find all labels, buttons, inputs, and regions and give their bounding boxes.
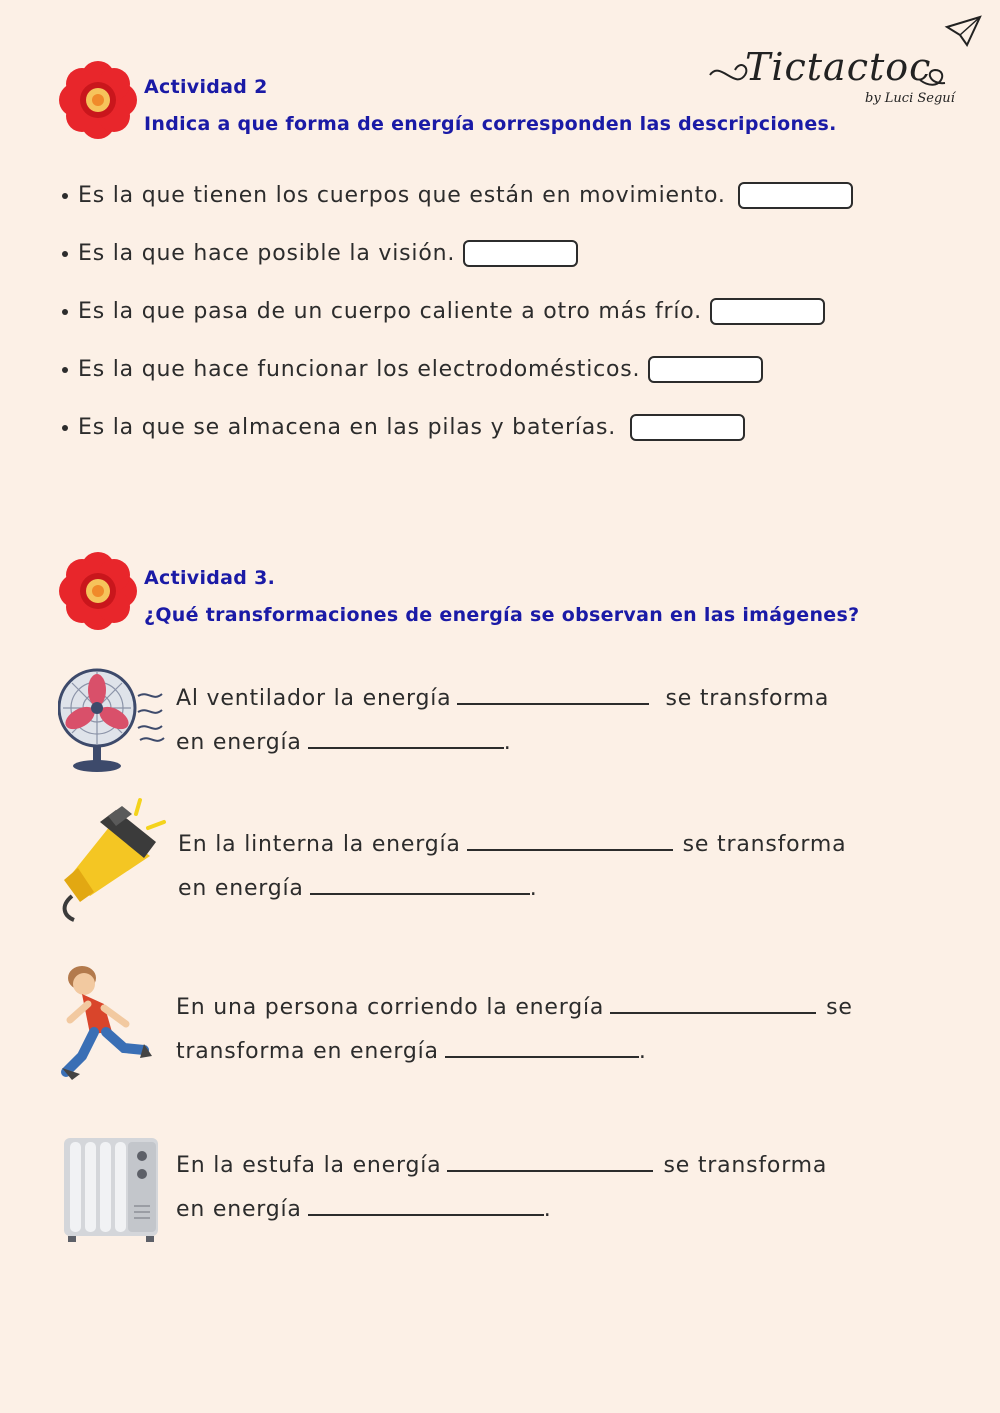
running-person-icon bbox=[60, 964, 160, 1086]
heater-icon bbox=[62, 1136, 160, 1248]
answer-box[interactable] bbox=[463, 240, 578, 267]
question-text: en energía bbox=[176, 730, 302, 755]
question-text: se transforma bbox=[682, 832, 847, 857]
answer-blank[interactable] bbox=[308, 729, 504, 749]
question-text: En la linterna la energía bbox=[178, 832, 461, 857]
answer-box[interactable] bbox=[710, 298, 825, 325]
list-item bbox=[62, 298, 825, 325]
activity2-title: Actividad 2 bbox=[144, 76, 268, 98]
question-line bbox=[176, 994, 853, 1020]
answer-blank[interactable] bbox=[610, 994, 816, 1014]
punctuation: . bbox=[543, 1197, 552, 1222]
answer-blank[interactable] bbox=[445, 1038, 639, 1058]
list-item bbox=[62, 414, 745, 441]
answer-blank[interactable] bbox=[467, 831, 673, 851]
logo-title: Tictactoc bbox=[745, 45, 932, 89]
punctuation: . bbox=[638, 1039, 647, 1064]
question-text: En la estufa la energía bbox=[176, 1153, 442, 1178]
question-line bbox=[178, 875, 538, 901]
answer-blank[interactable] bbox=[457, 685, 649, 705]
item-text: Es la que tienen los cuerpos que están en movimiento. bbox=[78, 183, 726, 208]
question-line bbox=[178, 831, 846, 857]
item-text: Es la que pasa de un cuerpo caliente a otro más frío. bbox=[78, 299, 702, 324]
question-text: Al ventilador la energía bbox=[176, 686, 452, 711]
question-text: se bbox=[826, 995, 853, 1020]
item-text: Es la que hace posible la visión. bbox=[78, 241, 456, 266]
flashlight-icon bbox=[60, 796, 170, 930]
flower-icon bbox=[58, 551, 138, 635]
question-text: en energía bbox=[178, 876, 304, 901]
list-item bbox=[62, 182, 853, 209]
bullet bbox=[62, 367, 68, 373]
answer-blank[interactable] bbox=[308, 1196, 544, 1216]
item-text: Es la que se almacena en las pilas y baterías. bbox=[78, 415, 617, 440]
question-line bbox=[176, 1152, 827, 1178]
punctuation: . bbox=[529, 876, 538, 901]
question-line bbox=[176, 1038, 647, 1064]
answer-blank[interactable] bbox=[447, 1152, 653, 1172]
activity3-instruction: ¿Qué transformaciones de energía se observan en las imágenes? bbox=[144, 604, 860, 626]
fan-icon bbox=[58, 668, 168, 780]
list-item bbox=[62, 356, 763, 383]
flower-icon bbox=[58, 60, 138, 144]
question-text: transforma en energía bbox=[176, 1039, 439, 1064]
answer-blank[interactable] bbox=[310, 875, 530, 895]
activity2-instruction: Indica a que forma de energía corresponden las descripciones. bbox=[144, 113, 837, 135]
question-line bbox=[176, 1196, 552, 1222]
item-text: Es la que hace funcionar los electrodomésticos. bbox=[78, 357, 641, 382]
question-text: se transforma bbox=[665, 686, 830, 711]
answer-box[interactable] bbox=[648, 356, 763, 383]
list-item bbox=[62, 240, 578, 267]
question-line bbox=[176, 685, 829, 711]
bullet bbox=[62, 251, 68, 257]
question-text: se transforma bbox=[663, 1153, 828, 1178]
bullet bbox=[62, 309, 68, 315]
question-text: En una persona corriendo la energía bbox=[176, 995, 605, 1020]
logo-subtitle: by Luci Seguí bbox=[865, 91, 955, 106]
activity3-title: Actividad 3. bbox=[144, 567, 276, 589]
answer-box[interactable] bbox=[630, 414, 745, 441]
question-text: en energía bbox=[176, 1197, 302, 1222]
bullet bbox=[62, 193, 68, 199]
bullet bbox=[62, 425, 68, 431]
brand-logo bbox=[705, 15, 985, 125]
question-line bbox=[176, 729, 512, 755]
punctuation: . bbox=[503, 730, 512, 755]
answer-box[interactable] bbox=[738, 182, 853, 209]
